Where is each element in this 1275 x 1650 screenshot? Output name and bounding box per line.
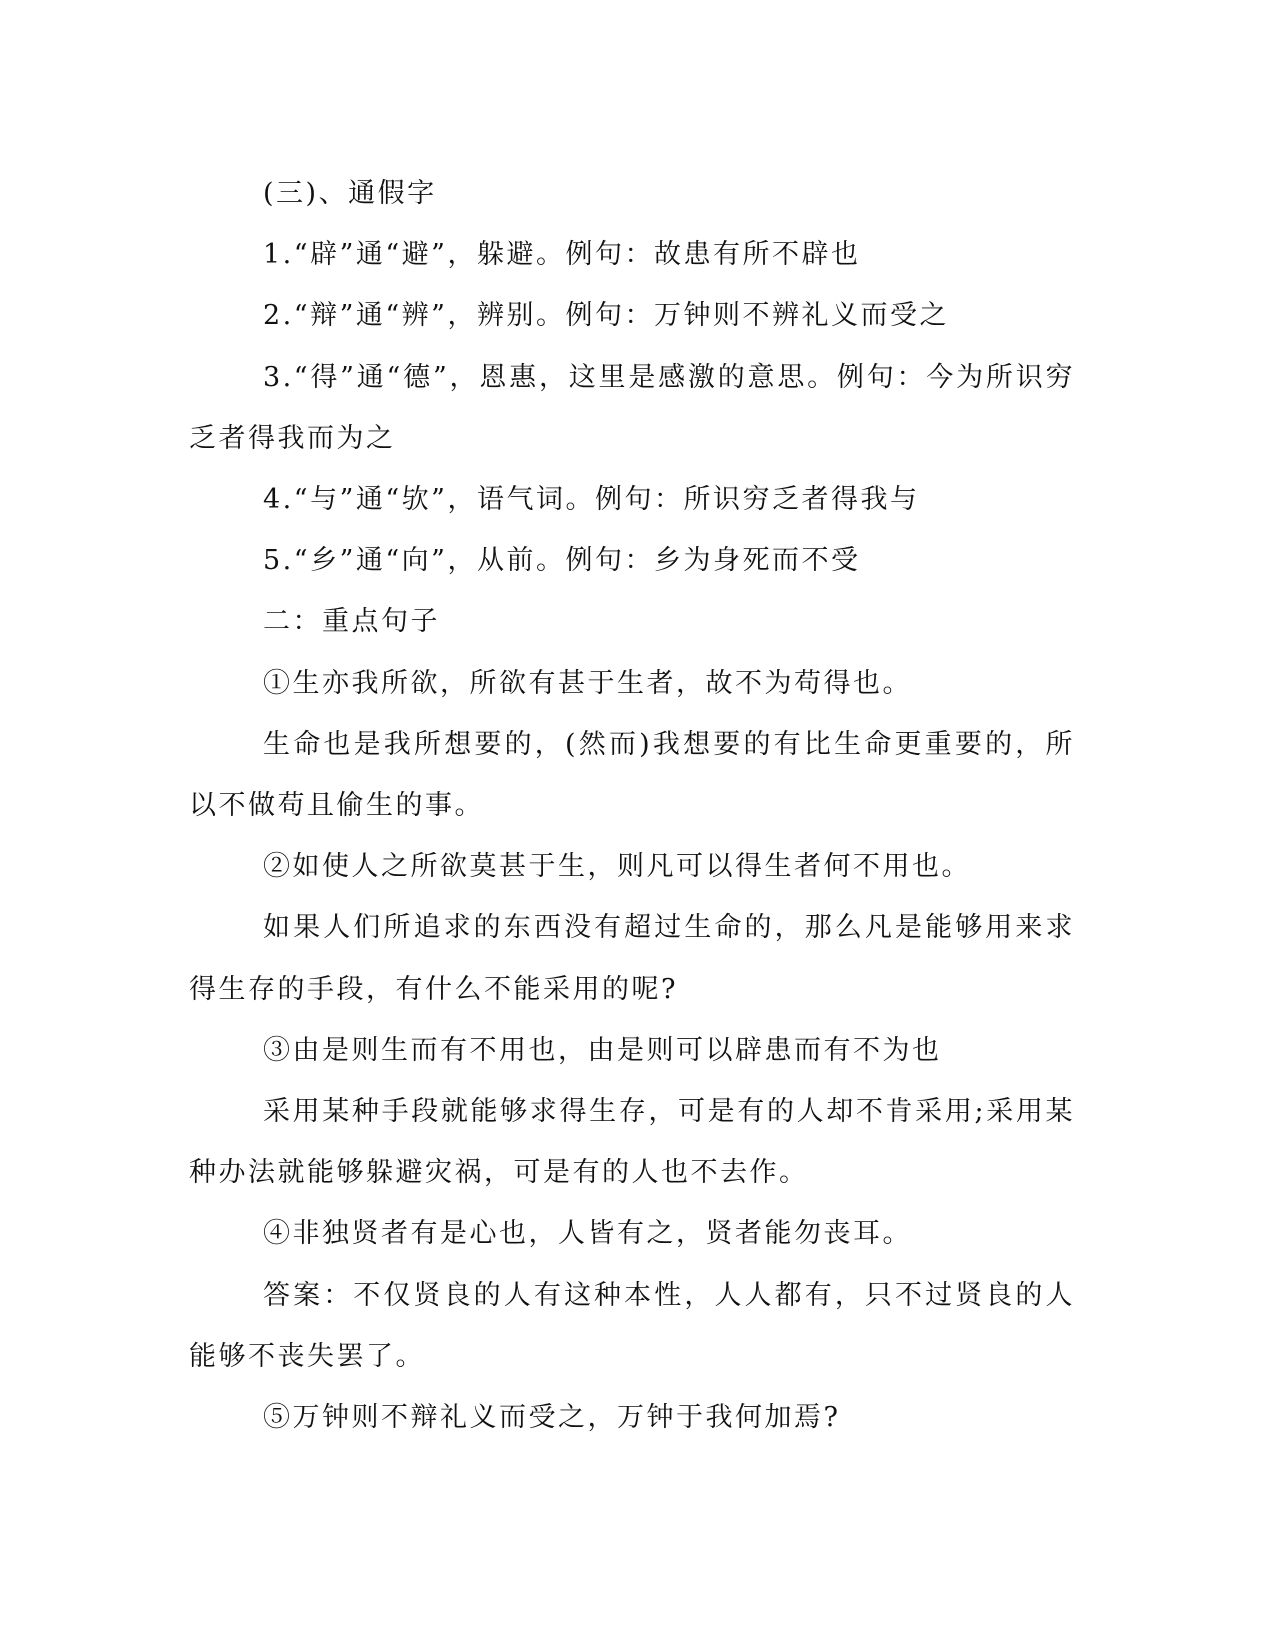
tongjiazi-item-1: 1.“辟”通“避”，躲避。例句：故患有所不辟也 <box>263 239 861 271</box>
key-sentence-4: ④非独贤者有是心也，人皆有之，贤者能勿丧耳。 <box>263 1218 912 1250</box>
tongjiazi-item-2: 2.“辩”通“辨”，辨别。例句：万钟则不辨礼义而受之 <box>263 300 949 332</box>
key-sentence-2-translation: 如果人们所追求的东西没有超过生命的，那么凡是能够用来求得生存的手段，有什么不能采用的呢? <box>189 912 1075 1005</box>
tongjiazi-item-5: 5.“乡”通“向”，从前。例句：乡为身死而不受 <box>263 545 861 577</box>
key-sentence-2: ②如使人之所欲莫甚于生，则凡可以得生者何不用也。 <box>263 851 971 883</box>
tongjiazi-item-3: 3.“得”通“德”，恩惠，这里是感激的意思。例句：今为所识穷乏者得我而为之 <box>189 361 1075 454</box>
key-sentence-4-answer: 答案：不仅贤良的人有这种本性，人人都有，只不过贤良的人能够不丧失罢了。 <box>189 1279 1075 1372</box>
key-sentence-1-translation: 生命也是我所想要的，(然而)我想要的有比生命更重要的，所以不做苟且偷生的事。 <box>189 728 1075 822</box>
key-sentence-3: ③由是则生而有不用也，由是则可以辟患而有不为也 <box>263 1034 942 1066</box>
key-sentence-5: ⑤万钟则不辩礼义而受之，万钟于我何加焉? <box>263 1402 841 1434</box>
document-body <box>189 163 1075 1448</box>
section-heading-key-sentences: 二：重点句子 <box>263 606 440 638</box>
tongjiazi-item-4: 4.“与”通“欤”，语气词。例句：所识穷乏者得我与 <box>263 484 920 516</box>
key-sentence-1: ①生亦我所欲，所欲有甚于生者，故不为苟得也。 <box>263 667 912 699</box>
key-sentence-3-translation: 采用某种手段就能够求得生存，可是有的人却不肯采用;采用某种办法就能够躲避灾祸，可是有的人也不去作。 <box>189 1096 1075 1189</box>
section-heading-tongjiazi: (三)、通假字 <box>263 178 437 209</box>
